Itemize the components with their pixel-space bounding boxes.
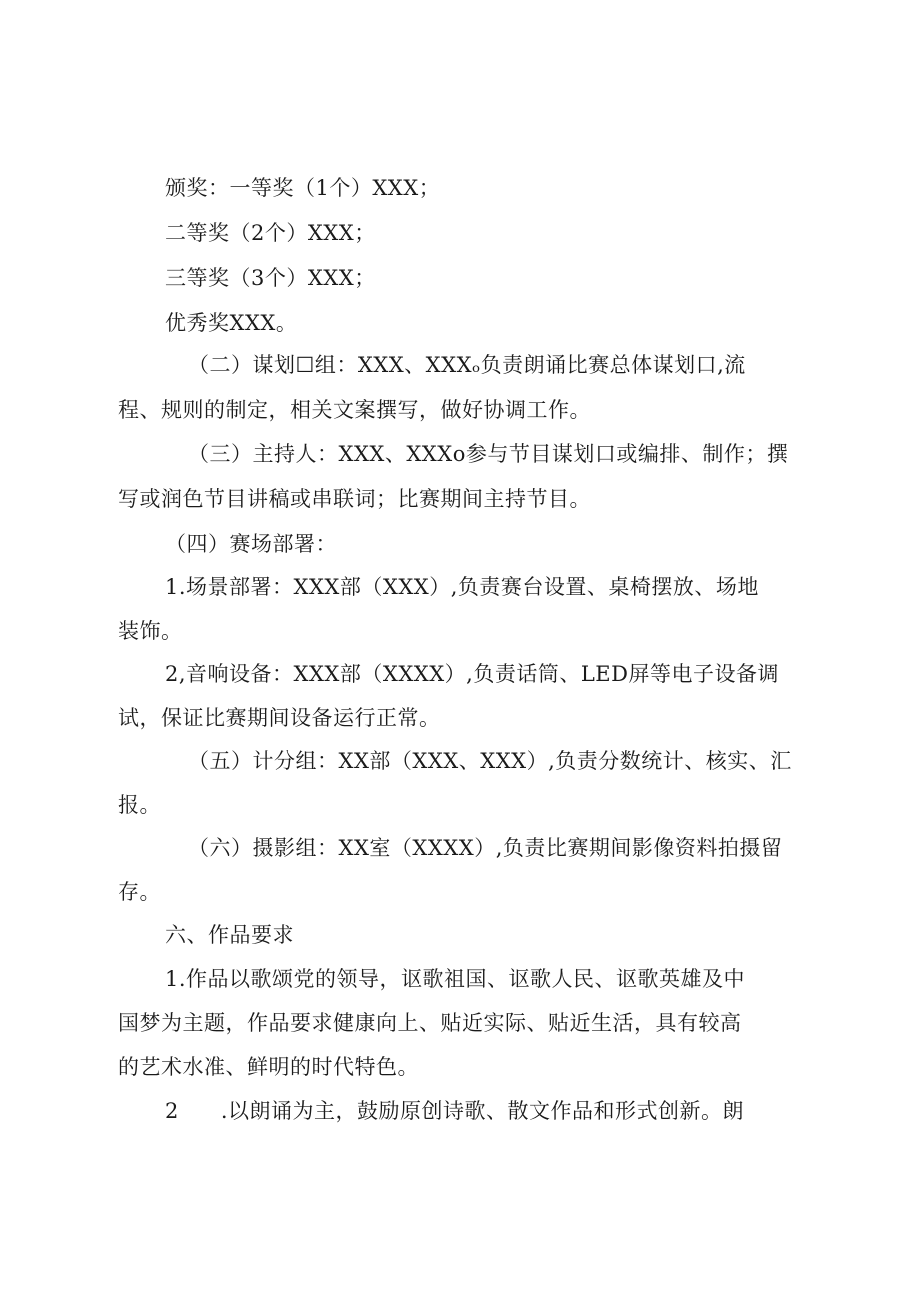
- award-second-prize: 二等奖（2个）XXX；: [165, 221, 376, 245]
- scoring-group-line-2: 报。: [118, 793, 161, 817]
- venue-audio-line-2: 试，保证比赛期间设备运行正常。: [118, 706, 441, 730]
- planning-group-line-1: （二）谋划☐组：XXX、XXXₒ负责朗诵比赛总体谋划口,流: [188, 353, 746, 377]
- requirement-1-line-3: 的艺术水准、鲜明的时代特色。: [118, 1055, 419, 1079]
- section-heading-requirements: 六、作品要求: [165, 923, 294, 947]
- requirement-2-text: .以朗诵为主，鼓励原创诗歌、散文作品和形式创新。朗: [220, 1099, 745, 1123]
- venue-heading: （四）赛场部署：: [165, 532, 337, 556]
- scoring-group-line-1: （五）计分组：XX部（XXX、XXX）,负责分数统计、核实、汇: [188, 749, 792, 773]
- host-line-2: 写或润色节目讲稿或串联词；比赛期间主持节目。: [118, 487, 591, 511]
- requirement-2-number: 2: [165, 1099, 179, 1123]
- photo-group-line-2: 存。: [118, 880, 161, 904]
- venue-scene-line-2: 装饰。: [118, 619, 183, 643]
- award-third-prize: 三等奖（3个）XXX；: [165, 266, 376, 290]
- venue-audio-line-1: 2,音响设备：XXX部（XXXX）,负责话筒、LED屏等电子设备调: [165, 662, 779, 686]
- award-excellence: 优秀奖XXX。: [165, 311, 298, 335]
- host-line-1: （三）主持人：XXX、XXXo参与节目谋划口或编排、制作；撰: [188, 442, 789, 466]
- photo-group-line-1: （六）摄影组：XX室（XXXX）,负责比赛期间影像资料拍摄留: [188, 836, 783, 860]
- requirement-2-line-1: [165, 1096, 744, 1126]
- award-first-prize: 颁奖：一等奖（1个）XXX；: [165, 176, 441, 200]
- requirement-1-line-1: 1.作品以歌颂党的领导，讴歌祖国、讴歌人民、讴歌英雄及中: [165, 967, 746, 991]
- requirement-1-line-2: 国梦为主题，作品要求健康向上、贴近实际、贴近生活，具有较高: [118, 1011, 742, 1035]
- venue-scene-line-1: 1.场景部署：XXX部（XXX）,负责赛台设置、桌椅摆放、场地: [165, 575, 759, 599]
- planning-group-line-2: 程、规则的制定，相关文案撰写，做好协调工作。: [118, 398, 591, 422]
